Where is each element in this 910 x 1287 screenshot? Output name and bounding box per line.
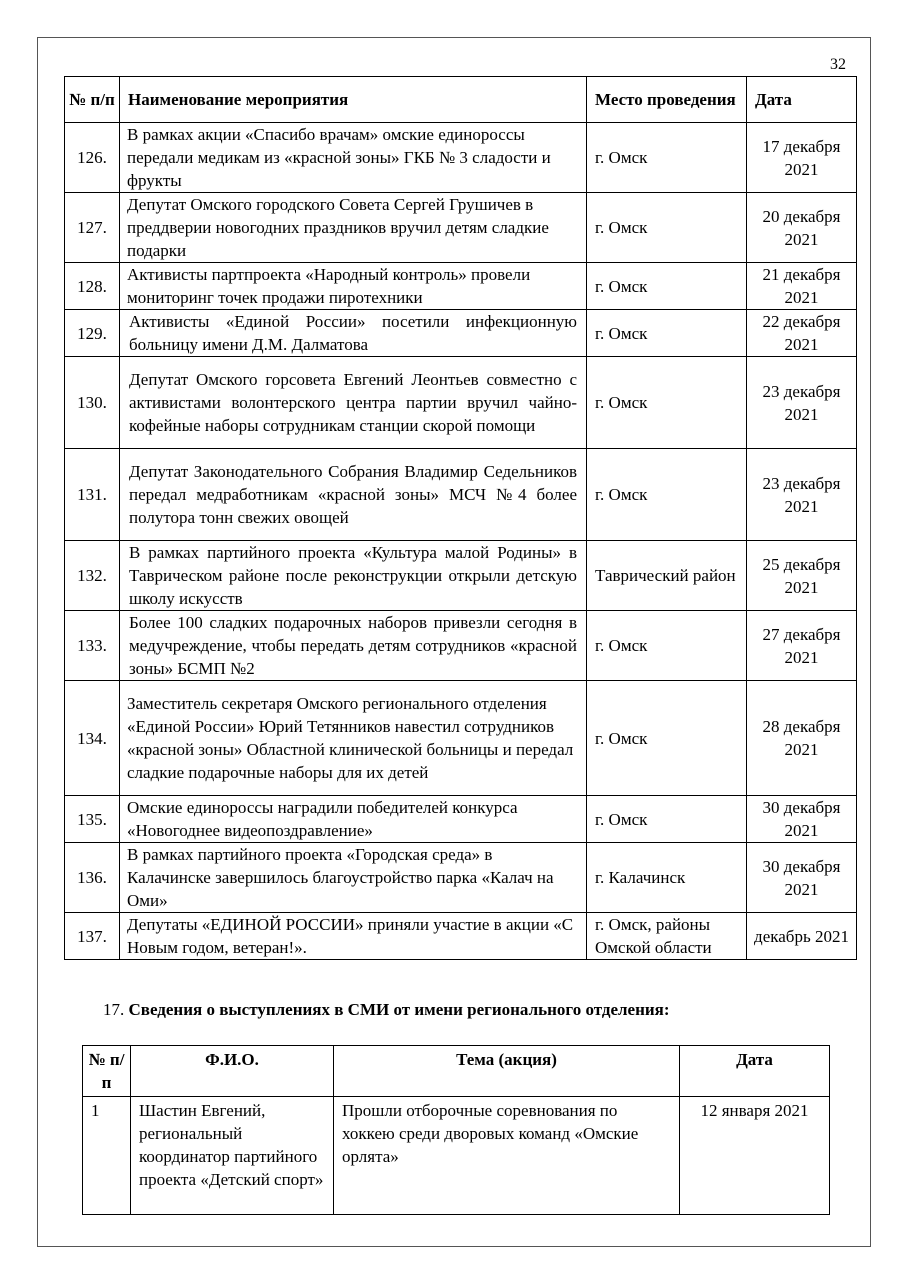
media-table <box>82 1045 830 1215</box>
event-name: Депутаты «ЕДИНОЙ РОССИИ» приняли участие в акции «С Новым годом, ветеран!». <box>120 913 587 960</box>
event-name: Депутат Омского городского Совета Сергей Грушичев в преддверии новогодних праздников вручил детям сладкие подарки <box>120 193 587 263</box>
event-row <box>65 449 857 541</box>
event-num: 136. <box>65 843 120 913</box>
event-name: Заместитель секретаря Омского регионального отделения «Единой России» Юрий Тетянников навестил сотрудников «красной зоны» Областной клинической больницы и передал сладкие подарочные наборы для их детей <box>120 681 587 796</box>
event-num: 137. <box>65 913 120 960</box>
event-date: 30 декабря 2021 <box>747 796 857 843</box>
event-place: г. Омск <box>587 193 747 263</box>
header-num: № п/п <box>65 77 120 123</box>
event-num: 131. <box>65 449 120 541</box>
event-num: 135. <box>65 796 120 843</box>
section-17-heading: Сведения о выступлениях в СМИ от имени регионального отделения: <box>128 1000 670 1019</box>
media-fio: Шастин Евгений, региональный координатор партийного проекта «Детский спорт» <box>131 1097 334 1215</box>
header-date: Дата <box>747 77 857 123</box>
event-name: Активисты партпроекта «Народный контроль» провели мониторинг точек продажи пиротехники <box>120 263 587 310</box>
event-date: 23 декабря 2021 <box>747 449 857 541</box>
header-place: Место проведения <box>587 77 747 123</box>
event-place: г. Омск <box>587 263 747 310</box>
media-header-topic: Тема (акция) <box>334 1046 680 1097</box>
event-name: В рамках партийного проекта «Городская среда» в Калачинске завершилось благоустройство парка «Калач на Оми» <box>120 843 587 913</box>
section-17-title <box>103 1000 670 1020</box>
event-date: декабрь 2021 <box>747 913 857 960</box>
media-header-date: Дата <box>680 1046 830 1097</box>
event-name: Депутат Омского горсовета Евгений Леонтьев совместно с активистами волонтерского центра партии вручил чайно-кофейные наборы сотрудникам станции скорой помощи <box>120 357 587 449</box>
event-place: г. Омск, районы Омской области <box>587 913 747 960</box>
event-place: г. Омск <box>587 310 747 357</box>
media-row <box>83 1097 830 1215</box>
media-header-fio: Ф.И.О. <box>131 1046 334 1097</box>
event-row <box>65 541 857 611</box>
event-row <box>65 263 857 310</box>
event-row <box>65 796 857 843</box>
event-row <box>65 681 857 796</box>
event-date: 27 декабря 2021 <box>747 611 857 681</box>
media-topic: Прошли отборочные соревнования по хоккею среди дворовых команд «Омские орлята» <box>334 1097 680 1215</box>
event-name: Депутат Законодательного Собрания Владимир Седельников передал медработникам «красной зоны» МСЧ №4 более полутора тонн свежих овощей <box>120 449 587 541</box>
event-num: 133. <box>65 611 120 681</box>
media-date: 12 января 2021 <box>680 1097 830 1215</box>
event-place: Таврический район <box>587 541 747 611</box>
event-place: г. Омск <box>587 123 747 193</box>
event-name: В рамках акции «Спасибо врачам» омские единороссы передали медикам из «красной зоны» ГКБ № 3 сладости и фрукты <box>120 123 587 193</box>
event-date: 17 декабря 2021 <box>747 123 857 193</box>
event-date: 23 декабря 2021 <box>747 357 857 449</box>
event-row <box>65 913 857 960</box>
media-body <box>83 1097 830 1215</box>
section-17-number: 17. <box>103 1000 125 1019</box>
page-number: 32 <box>830 56 846 73</box>
event-num: 129. <box>65 310 120 357</box>
event-name: Омские единороссы наградили победителей конкурса «Новогоднее видеопоздравление» <box>120 796 587 843</box>
event-place: г. Омск <box>587 681 747 796</box>
event-place: г. Калачинск <box>587 843 747 913</box>
event-date: 21 декабря 2021 <box>747 263 857 310</box>
event-name: В рамках партийного проекта «Культура малой Родины» в Таврическом районе после реконструкции открыли детскую школу искусств <box>120 541 587 611</box>
event-date: 25 декабря 2021 <box>747 541 857 611</box>
media-header-num: № п/п <box>83 1046 131 1097</box>
event-place: г. Омск <box>587 357 747 449</box>
event-num: 128. <box>65 263 120 310</box>
event-name: Более 100 сладких подарочных наборов привезли сегодня в медучреждение, чтобы передать детям сотрудников «красной зоны» БСМП №2 <box>120 611 587 681</box>
event-date: 28 декабря 2021 <box>747 681 857 796</box>
event-row <box>65 611 857 681</box>
event-name: Активисты «Единой России» посетили инфекционную больницу имени Д.М. Далматова <box>120 310 587 357</box>
event-place: г. Омск <box>587 611 747 681</box>
media-num: 1 <box>83 1097 131 1215</box>
event-date: 22 декабря 2021 <box>747 310 857 357</box>
event-num: 132. <box>65 541 120 611</box>
event-row <box>65 357 857 449</box>
event-num: 134. <box>65 681 120 796</box>
event-date: 30 декабря 2021 <box>747 843 857 913</box>
events-table <box>64 76 857 960</box>
event-num: 130. <box>65 357 120 449</box>
events-header-row <box>65 77 857 123</box>
event-date: 20 декабря 2021 <box>747 193 857 263</box>
event-row <box>65 843 857 913</box>
event-place: г. Омск <box>587 796 747 843</box>
event-row <box>65 193 857 263</box>
event-num: 127. <box>65 193 120 263</box>
events-body <box>65 123 857 960</box>
event-place: г. Омск <box>587 449 747 541</box>
header-name: Наименование мероприятия <box>120 77 587 123</box>
event-num: 126. <box>65 123 120 193</box>
event-row <box>65 123 857 193</box>
event-row <box>65 310 857 357</box>
media-header-row <box>83 1046 830 1097</box>
